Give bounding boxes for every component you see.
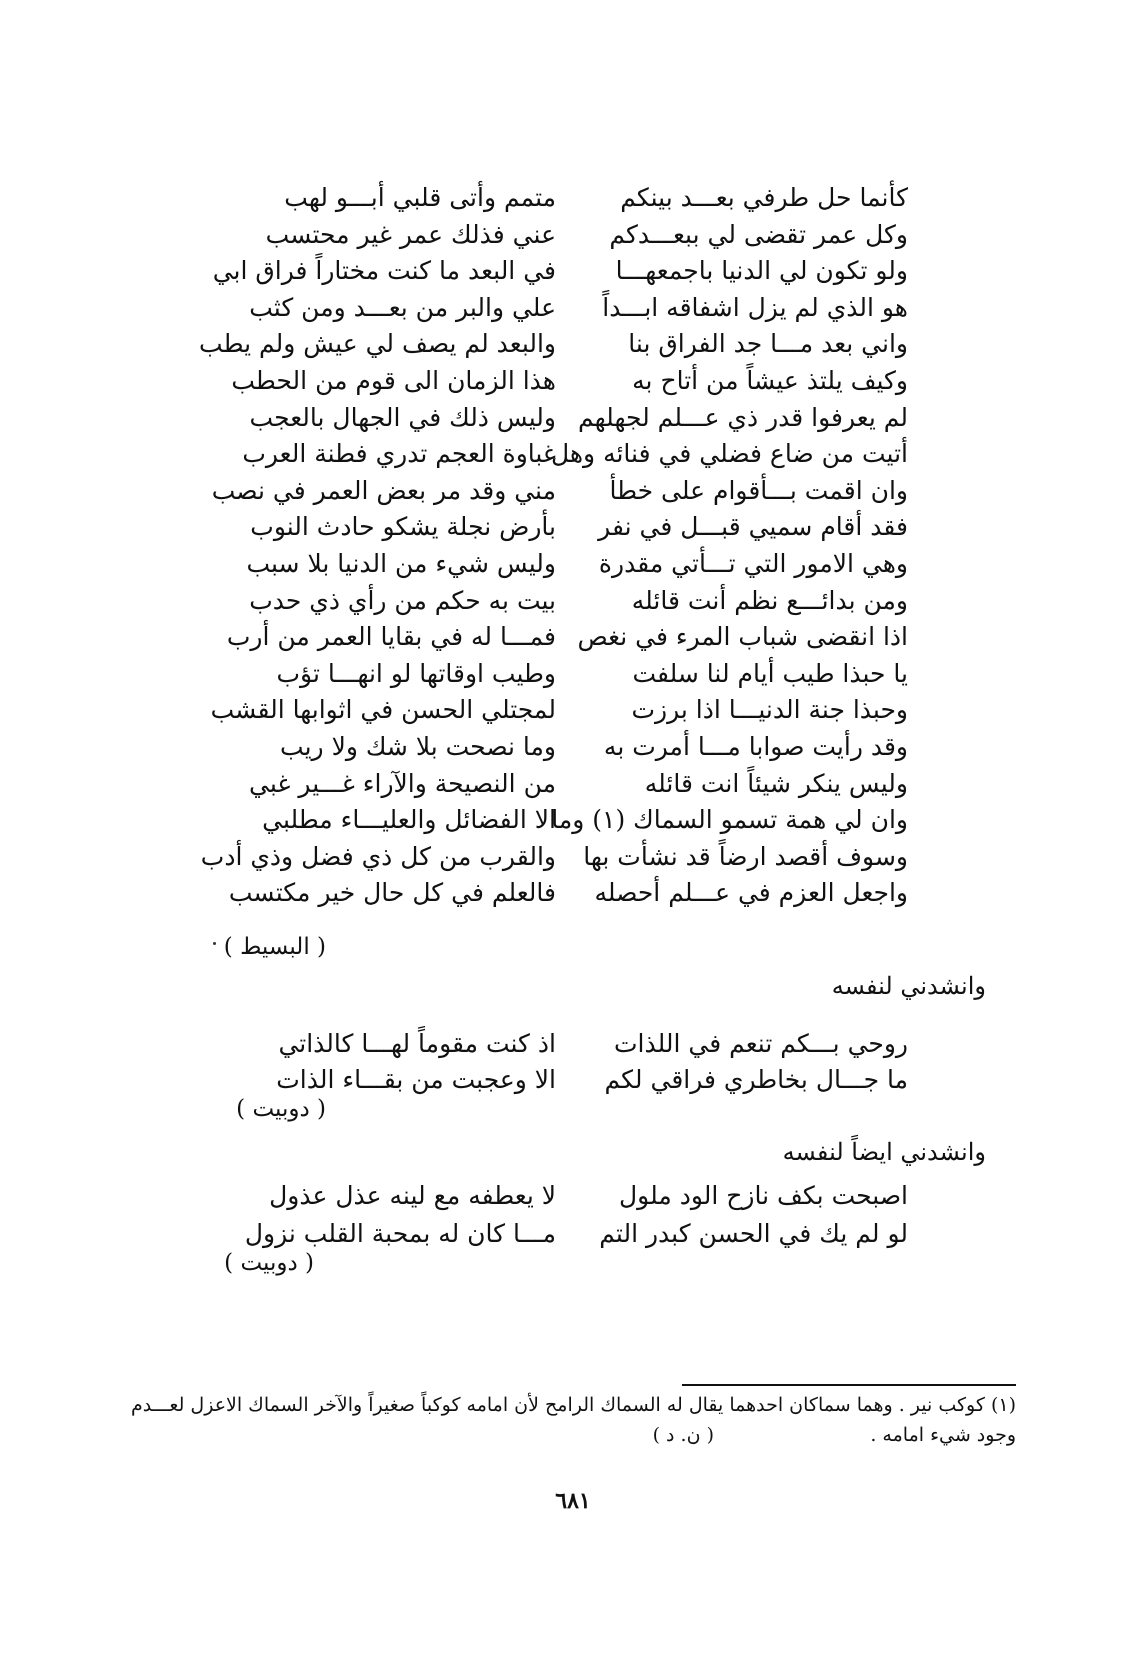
hemistich-right: لو لم يك في الحسن كبدر التم [599,1219,908,1248]
hemistich-right: يا حبذا طيب أيام لنا سلفت [632,658,908,688]
hemistich-right: وليس ينكر شيئاً انت قائله [644,768,908,798]
hemistich-right: فقد أقام سميي قبـــل في نفر [598,512,908,542]
hemistich-left: لمجتلي الحسن في اثوابها القشب [210,695,556,725]
print-mark [213,942,216,945]
hemistich-right: كأنما حل طرفي بعـــد بينكم [620,183,908,212]
hemistich-right: وكل عمر تقضى لي ببعـــدكم [609,219,908,249]
hemistich-right: ومن بدائـــع نظم أنت قائله [631,585,908,615]
hemistich-right: روحي بـــكم تنعم في اللذات [613,1029,908,1058]
hemistich-left: علي والبر من بعـــد ومن كثب [249,292,556,322]
meter-label-basit: ( البسيط ) [223,934,326,960]
hemistich-right: ولو تكون لي الدنيا باجمعهـــا [615,256,908,286]
hemistich-left: وما نصحت بلا شك ولا ريب [280,732,556,761]
hemistich-left: من النصيحة والآراء غـــير غبي [249,768,556,798]
hemistich-left: الا وعجبت من بقـــاء الذات [276,1065,556,1094]
footnote-signature: ( ن. د ) [652,1424,714,1446]
section-heading-2: وانشدني ايضاً لنفسه [782,1138,986,1166]
hemistich-right: وحبذا جنة الدنيـــا اذا برزت [631,695,908,725]
hemistich-left: غباوة العجم تدري فطنة العرب [242,439,556,469]
footnote-divider [682,1384,1016,1386]
hemistich-left: بيت به حكم من رأي ذي حدب [249,585,556,615]
hemistich-right: اذا انقضى شباب المرء في نغص [577,622,908,652]
hemistich-left: متمم وأتى قلبي أبـــو لهب [284,183,556,212]
section-heading-1: وانشدني لنفسه [831,972,986,1000]
hemistich-left: وطيب اوقاتها لو انهـــا تؤب [276,658,556,688]
hemistich-right: واني بعد مـــا جد الفراق بنا [628,329,908,359]
hemistich-left: عني فذلك عمر غير محتسب [265,219,556,249]
hemistich-left: الا الفضائل والعليـــاء مطلبي [262,805,556,835]
hemistich-left: وليس ذلك في الجهال بالعجب [249,402,556,432]
hemistich-right: وان لي همة تسمو السماك (١) وما [551,805,908,835]
hemistich-left: بأرض نجلة يشكو حادث النوب [250,512,556,542]
footnote-line-2: وجود شيء امامه . [870,1424,1016,1446]
hemistich-right: لم يعرفوا قدر ذي عـــلم لجهلهم [578,402,908,432]
hemistich-left: والقرب من كل ذي فضل وذي أدب [200,841,556,871]
hemistich-right: هو الذي لم يزل اشفاقه ابـــداً [602,292,908,322]
hemistich-left: في البعد ما كنت مختاراً فراق ابي [212,256,556,286]
hemistich-right: واجعل العزم في عـــلم أحصله [594,878,908,908]
hemistich-right: أتيت من ضاع فضلي في فنائه وهل [550,439,908,469]
hemistich-left: مني وقد مر بعض العمر في نصب [211,475,556,505]
hemistich-right: وقد رأيت صوابا مـــا أمرت به [603,732,908,761]
meter-label-dubayt-1: ( دوبيت ) [236,1096,326,1122]
meter-label-dubayt-2: ( دوبيت ) [224,1250,314,1276]
hemistich-right: اصبحت بكف نازح الود ملول [619,1181,908,1210]
page-number: ٦٨١ [555,1488,591,1514]
hemistich-left: وليس شيء من الدنيا بلا سبب [246,549,556,578]
hemistich-right: وان اقمت بـــأقوام على خطأ [609,475,908,505]
hemistich-left: فالعلم في كل حال خير مكتسب [228,878,556,908]
footnote-line-1: (١) كوكب نير . وهما سماكان احدهما يقال له السماك الرامح لأن امامه كوكباً صغيراً والآخر السماك الاعزل لعـــدم [130,1394,1016,1416]
hemistich-right: وهي الامور التي تـــأتي مقدرة [598,549,908,578]
hemistich-right: ما جـــال بخاطري فراقي لكم [604,1065,908,1094]
hemistich-right: وسوف أقصد ارضاً قد نشأت بها [583,841,908,871]
hemistich-left: اذ كنت مقوماً لهـــا كالذاتي [278,1029,556,1058]
hemistich-left: والبعد لم يصف لي عيش ولم يطب [199,329,556,359]
hemistich-left: لا يعطفه مع لينه عذل عذول [269,1181,556,1210]
hemistich-right: وكيف يلتذ عيشاً من أتاح به [632,366,908,395]
hemistich-left: هذا الزمان الى قوم من الحطب [231,366,556,395]
hemistich-left: مـــا كان له بمحبة القلب نزول [244,1219,556,1248]
hemistich-left: فمـــا له في بقايا العمر من أرب [226,622,556,652]
